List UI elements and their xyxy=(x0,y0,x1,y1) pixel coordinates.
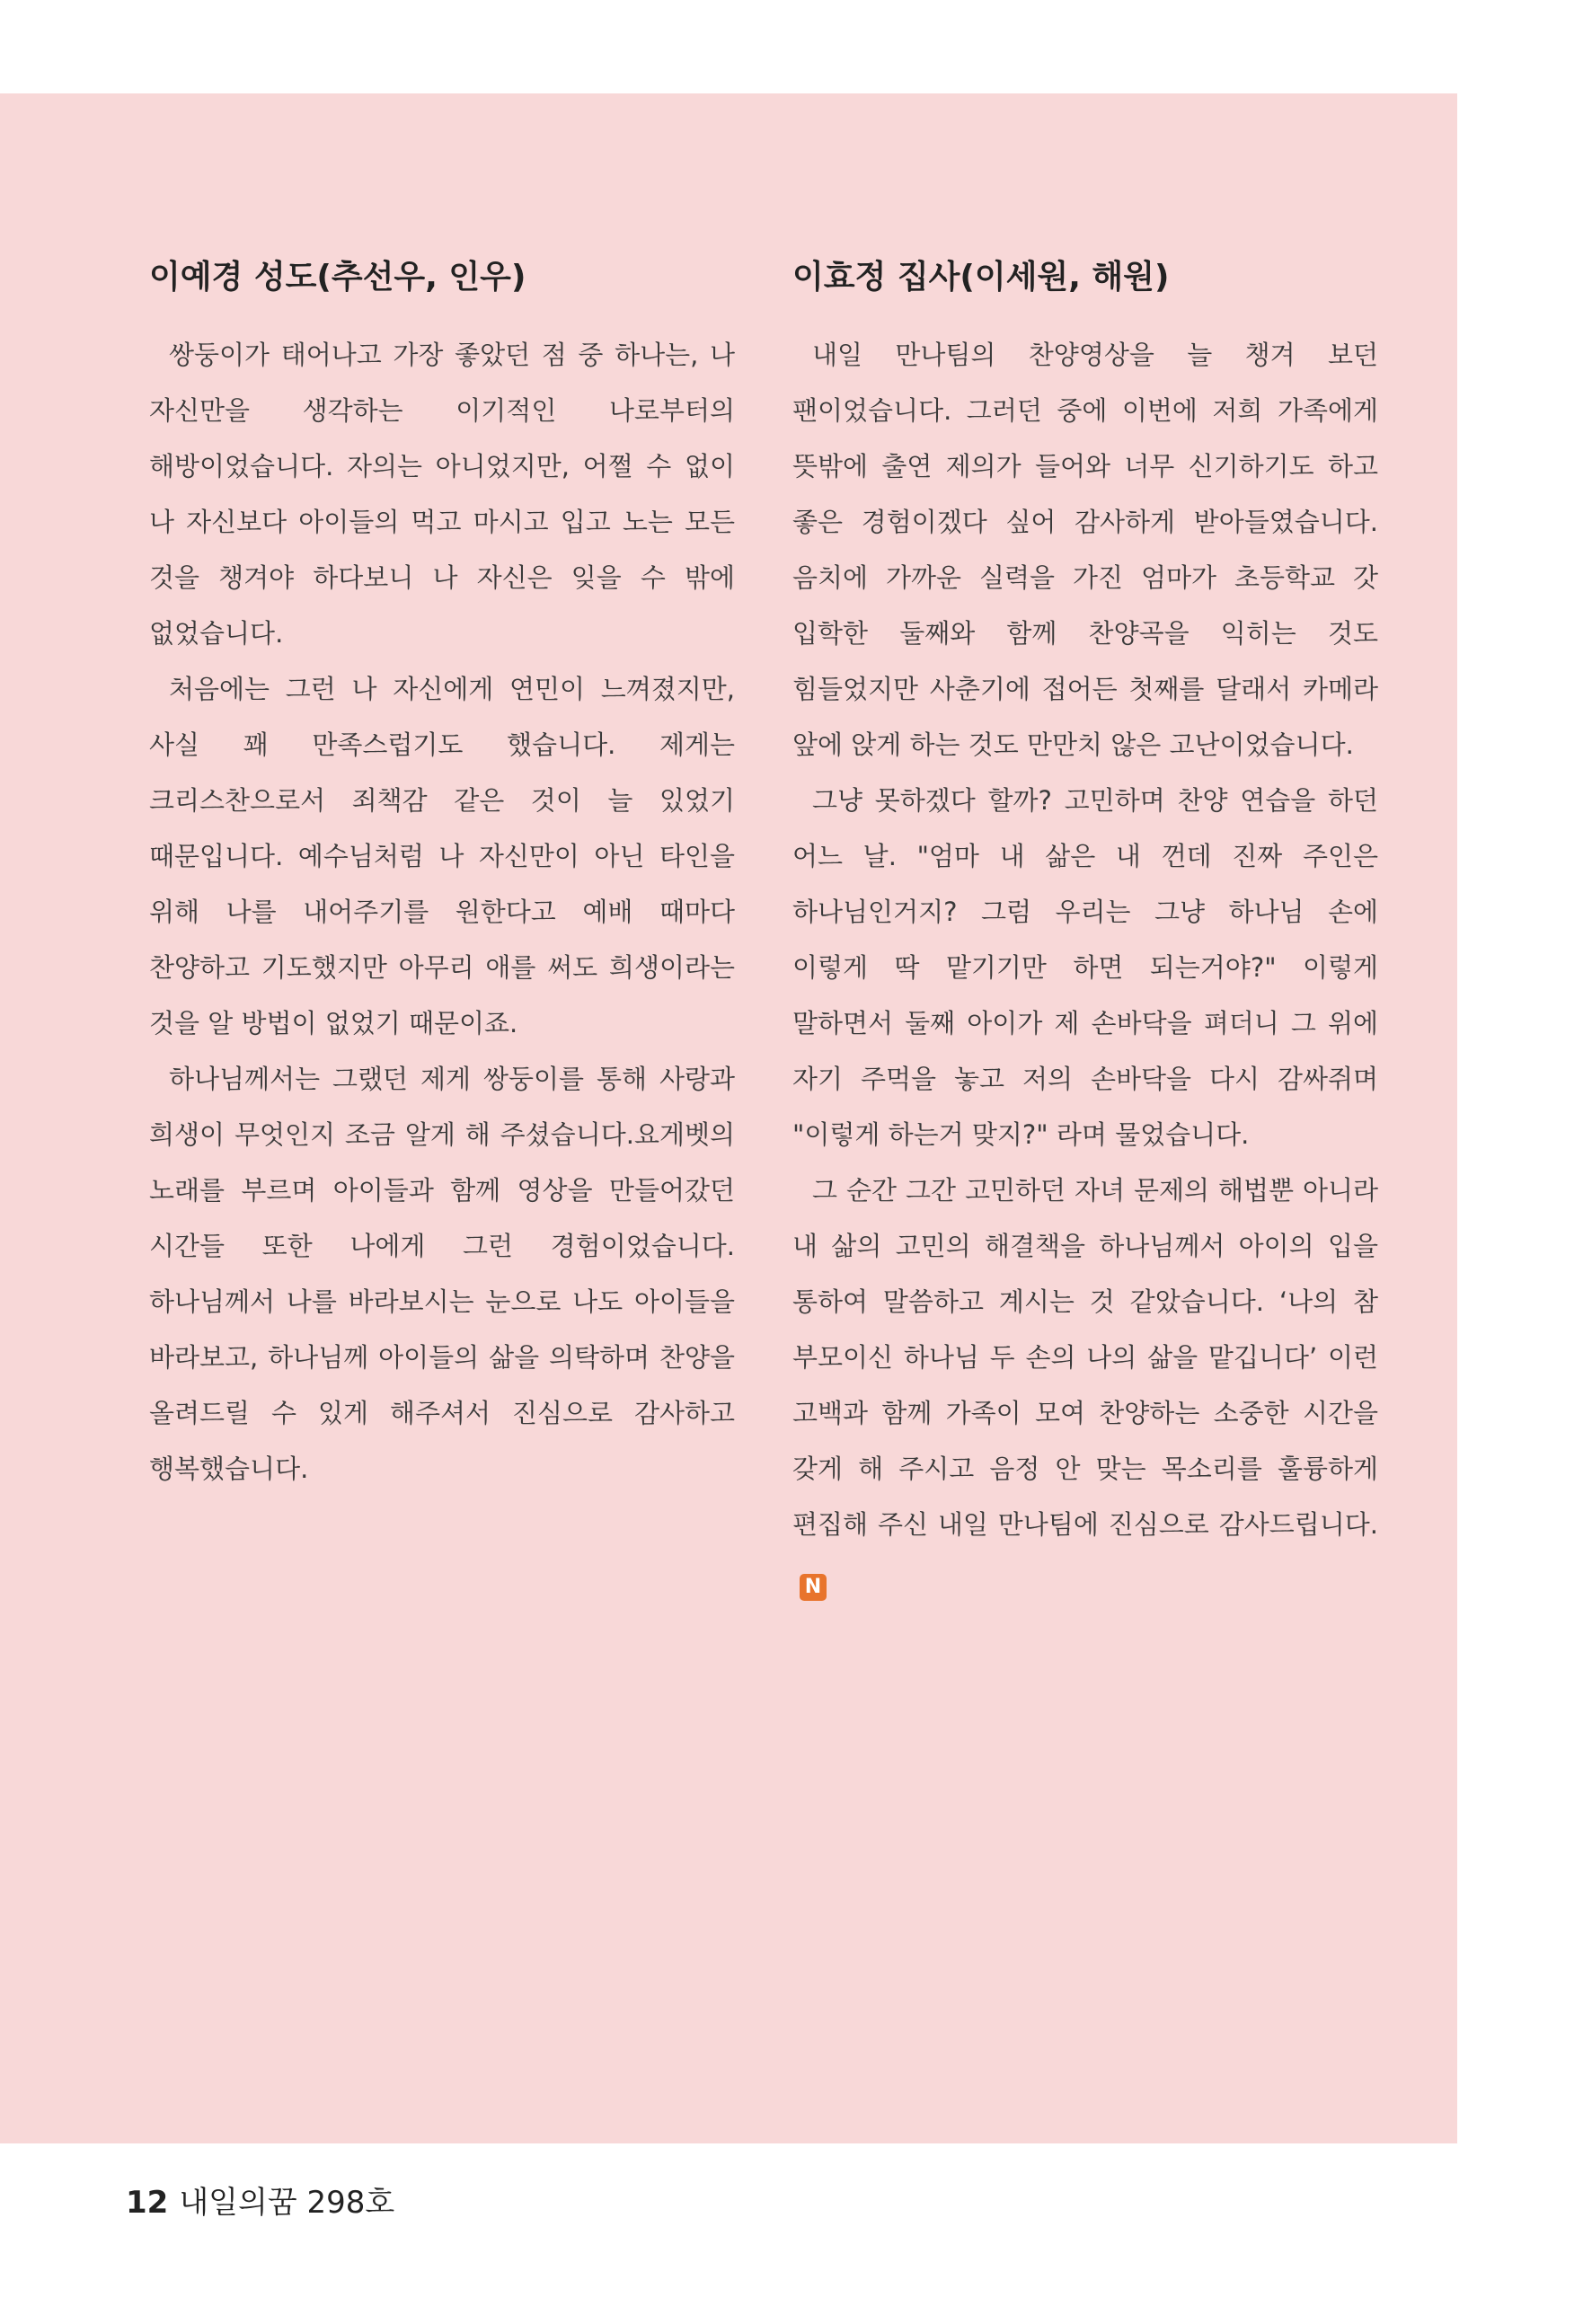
right-paragraph-3-text: 그 순간 그간 고민하던 자녀 문제의 해법뿐 아니라 내 삶의 고민의 해결책을 하나님께서 아이의 입을 통하여 말씀하고 계시는 것 같았습니다. ‘나의 참 부모이신 하나님 두 손의 나의 삶을 맡깁니다’ 이런 고백과 함께 가족이 모여 찬양하는 소중한 시간을 갖게 해 주시고 음정 안 맞는 목소리를 훌륭하게 편집해 주신 내일 만나팀에 진심으로 감사드립니다. xyxy=(792,1175,1378,1540)
left-paragraph-2: 처음에는 그런 나 자신에게 연민이 느껴졌지만, 사실 꽤 만족스럽기도 했습니다. 제게는 크리스찬으로서 죄책감 같은 것이 늘 있었기 때문입니다. 예수님처럼 나 자신만이 아닌 타인을 위해 나를 내어주기를 원한다고 예배 때마다 찬양하고 기도했지만 아무리 애를 써도 희생이라는 것을 알 방법이 없었기 때문이죠. xyxy=(149,674,735,1038)
article-panel xyxy=(0,93,1457,2143)
left-paragraph-3: 하나님께서는 그랬던 제게 쌍둥이를 통해 사랑과 희생이 무엇인지 조금 알게 해 주셨습니다.요게벳의 노래를 부르며 아이들과 함께 영상을 만들어갔던 시간들 또한 나에게 그런 경험이었습니다. 하나님께서 나를 바라보시는 눈으로 나도 아이들을 바라보고, 하나님께 아이들의 삶을 의탁하며 찬양을 올려드릴 수 있게 해주셔서 진심으로 감사하고 행복했습니다. xyxy=(149,1064,735,1484)
left-paragraph-1: 쌍둥이가 태어나고 가장 좋았던 점 중 하나는, 나 자신만을 생각하는 이기적인 나로부터의 해방이었습니다. 자의는 아니었지만, 어쩔 수 없이 나 자신보다 아이들의 먹고 마시고 입고 노는 모든 것을 챙겨야 하다보니 나 자신은 잊을 수 밖에 없었습니다. xyxy=(149,340,735,649)
right-paragraph-3 xyxy=(792,1162,1378,1608)
publication-name: 내일의꿈 298호 xyxy=(179,2185,395,2221)
right-article-heading: 이효정 집사(이세원, 해원) xyxy=(792,259,1170,296)
page-number: 12 xyxy=(126,2185,169,2221)
right-paragraph-1: 내일 만나팀의 찬양영상을 늘 챙겨 보던 팬이었습니다. 그러던 중에 이번에 저희 가족에게 뜻밖에 출연 제의가 들어와 너무 신기하기도 하고 좋은 경험이겠다 싶어 감사하게 받아들였습니다. 음치에 가까운 실력을 가진 엄마가 초등학교 갓 입학한 둘째와 함께 찬양곡을 익히는 것도 힘들었지만 사춘기에 접어든 첫째를 달래서 카메라 앞에 앉게 하는 것도 만만치 않은 고난이었습니다. xyxy=(792,340,1378,760)
right-article-body xyxy=(792,327,1378,1608)
right-paragraph-2: 그냥 못하겠다 할까? 고민하며 찬양 연습을 하던 어느 날. "엄마 내 삶은 내 껀데 진짜 주인은 하나님인거지? 그럼 우리는 그냥 하나님 손에 이렇게 딱 맡기기만 하면 되는거야?" 이렇게 말하면서 둘째 아이가 제 손바닥을 펴더니 그 위에 자기 주먹을 놓고 저의 손바닥을 다시 감싸쥐며 "이렇게 하는거 맞지?" 라며 물었습니다. xyxy=(792,785,1378,1150)
page-footer xyxy=(126,2183,394,2222)
left-article-heading: 이예경 성도(추선우, 인우) xyxy=(149,259,526,296)
end-mark-icon: N xyxy=(800,1574,827,1601)
left-article-body xyxy=(149,327,735,1497)
